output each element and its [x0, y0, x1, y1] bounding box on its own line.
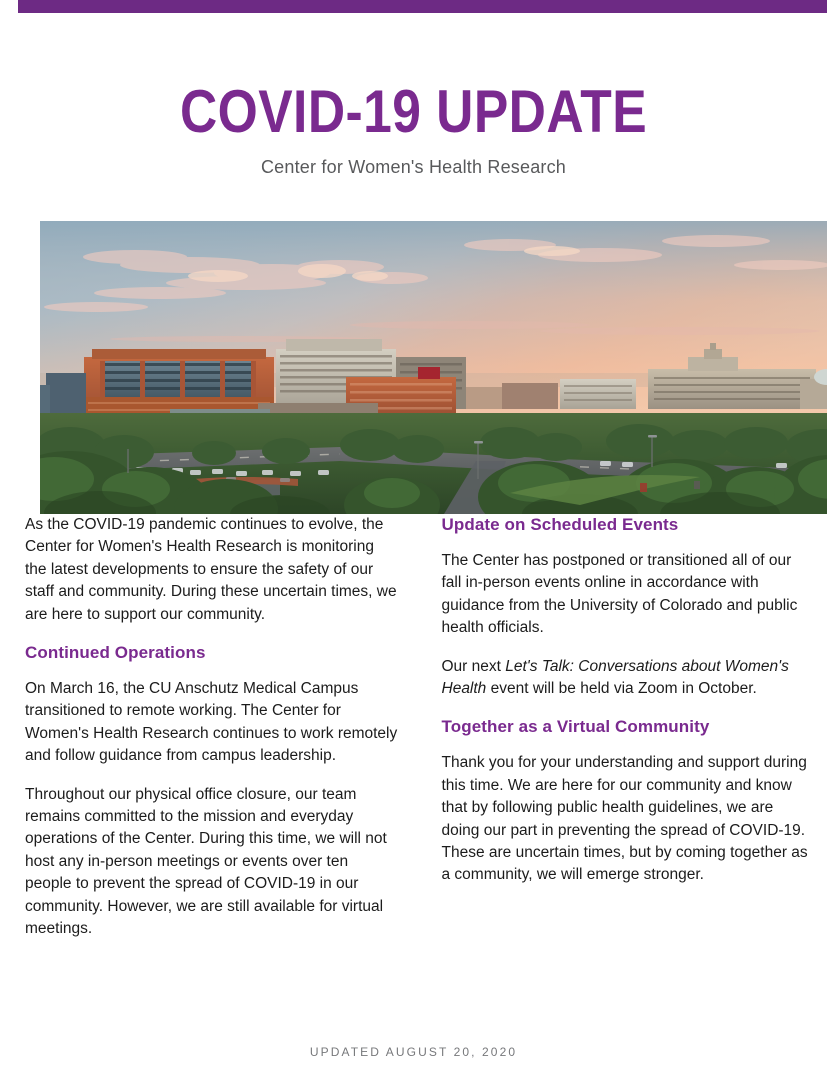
lets-talk-event-title: Let's Talk: Conversations about Women's Health: [441, 657, 789, 698]
heading-scheduled-events: Update on Scheduled Events: [441, 515, 679, 534]
paragraph-lets-talk: [442, 656, 815, 701]
paragraph-postponed-events: The Center has postponed or transitioned all of our fall in-person events online in accordance with guidance from the University of Colorado and public health officials.: [441, 552, 798, 637]
campus-sunset-photo: [40, 221, 827, 514]
right-column: [442, 514, 815, 941]
left-column: [25, 514, 398, 941]
heading-continued-operations: Continued Operations: [25, 643, 206, 663]
masthead: [0, 13, 827, 205]
footer: [0, 1044, 827, 1060]
intro-paragraph: As the COVID-19 pandemic continues to evolve, the Center for Women's Health Research is monitoring the latest developments to ensure the safety of our staff and community. During these uncertain times, we are here to support our community.: [25, 516, 397, 623]
article-body: [0, 514, 827, 941]
lets-talk-prefix: Our next: [441, 657, 506, 675]
paragraph-office-closure: Throughout our physical office closure, our team remains committed to the mission and everyday operations of the Center. During this time, we will not host any in-person meetings or events over ten people to prevent the spread of COVID-19 in our community. However, we are still available for virtual meetings.: [25, 785, 387, 938]
organization-subtitle: Center for Women's Health Research: [260, 157, 567, 177]
updated-date: UPDATED AUGUST 20, 2020: [309, 1045, 518, 1059]
paragraph-thank-you: Thank you for your understanding and support during this time. We are here for our community and know that by following public health guidelines, we are doing our part in preventing the spread of COVID-19. These are uncertain times, but by coming together as a community, we will emerge stronger.: [441, 754, 808, 884]
hero-image: [40, 221, 827, 514]
page-title: COVID-19 UPDATE: [179, 78, 648, 145]
paragraph-remote-working: On March 16, the CU Anschutz Medical Campus transitioned to remote working. The Center for Women's Health Research continues to work remotely and follow guidance from campus leadership.: [25, 680, 398, 765]
heading-virtual-community: Together as a Virtual Community: [441, 717, 710, 737]
lets-talk-suffix: event will be held via Zoom in October.: [486, 680, 757, 698]
top-accent-bar: [18, 0, 827, 13]
